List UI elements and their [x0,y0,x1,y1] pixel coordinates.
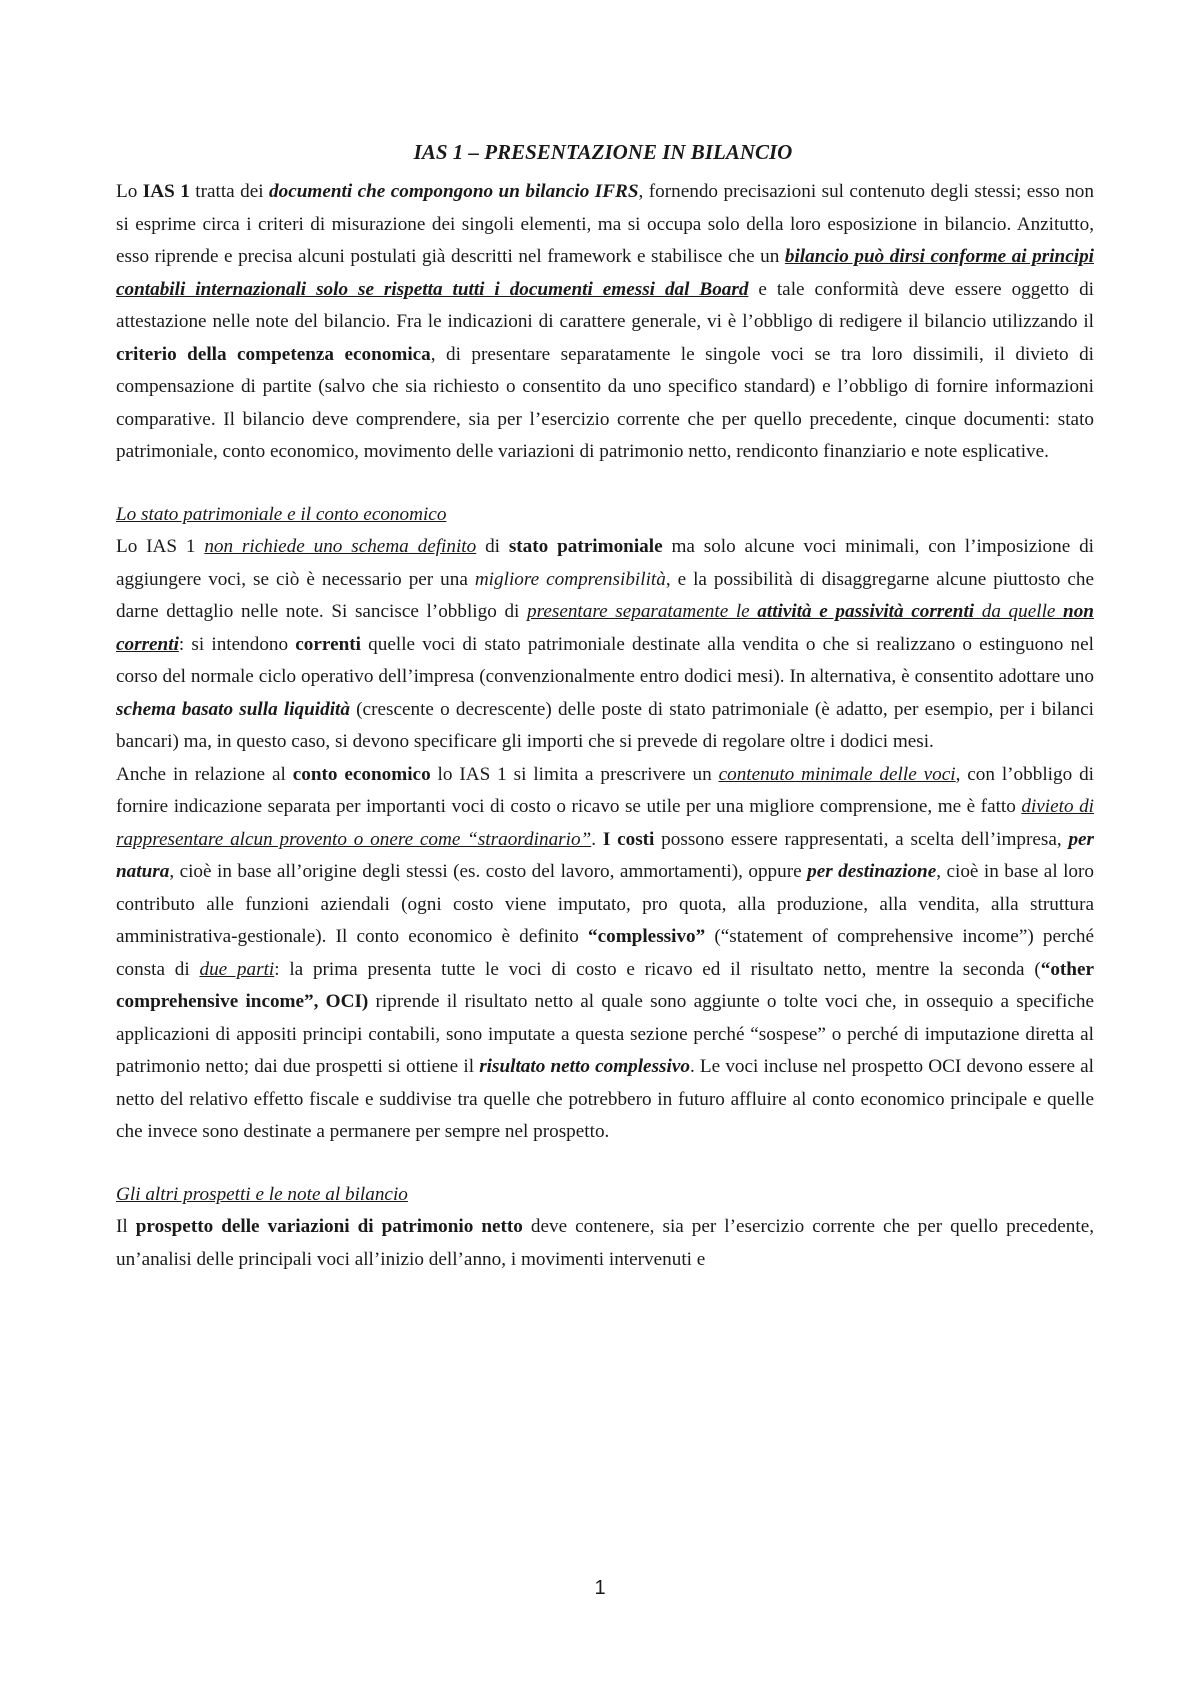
section-gap [116,1149,1094,1179]
text-run: presentare separatamente le [526,601,758,622]
text-run: (crescente o decrescente) delle poste di stato patrimoniale (è adatto, per esempio, per i bilanci bancari) ma, in questo caso, si devono specificare gli importi che si prevede di regolare oltre i dodici mesi. [116,698,1094,752]
text-run: documenti che compongono un bilancio IFRS [269,181,639,202]
text-run: Lo IAS 1 [116,536,205,557]
text-run: schema basato sulla liquidità [116,698,350,720]
paragraph [116,531,1094,759]
text-run: Anche in relazione al [116,763,293,785]
text-run: . Le voci incluse nel prospetto OCI devono essere al netto del relativo effetto fiscale e suddivise tra quelle che potrebbero in futuro affluire al conto economico principale e quelle che invece sono destinate a permanere per sempre nel prospetto. [116,1056,1094,1142]
text-run: (“statement of comprehensive income”) perché consta di [116,926,1094,980]
text-run: ma solo alcune voci minimali, con l’imposizione di aggiungere voci, se ciò è necessario per una [116,536,1095,590]
text-run: attività e passività correnti [757,601,975,622]
section-heading: Lo stato patrimoniale e il conto economico [116,503,447,525]
text-run: stato patrimoniale [508,536,663,557]
text-run: non correnti [116,601,1094,655]
text-run: , di presentare separatamente le singole voci se tra loro dissimili, il divieto di compensazione di partite (salvo che sia richiesto o consentito da uno specifico standard) e l’obbligo di fornire informazioni comparative. Il bilancio deve comprendere, sia per l’esercizio corrente che per quello precedente, cinque documenti: stato patrimoniale, conto economico, movimento delle variazioni di patrimonio netto, rendiconto finanziario e note esplicative. [116,343,1095,462]
paragraph [116,1211,1094,1276]
document-title: IAS 1 – PRESENTAZIONE IN BILANCIO [413,140,793,164]
text-run: bilancio può dirsi conforme ai principi contabili internazionali solo se rispetta tutti i documenti emessi dal Board [116,246,1094,300]
text-run: Lo [116,181,143,202]
text-run: non richiede uno schema definito [204,536,477,557]
text-run: “complessivo” [587,926,706,947]
text-run: di [476,536,509,557]
text-run: per natura [116,828,1095,882]
document-body [116,138,1094,1276]
text-run: per destinazione [807,861,937,882]
paragraph [116,759,1094,1149]
section-gap [116,469,1094,499]
text-run: prospetto delle variazioni di patrimonio netto [135,1216,523,1237]
text-run: e tale conformità deve essere oggetto di attestazione nelle note del bilancio. Fra le indicazioni di carattere generale, vi è l’obbligo di redigere il bilancio utilizzando il [116,278,1094,332]
text-run: riprende il risultato netto al quale sono aggiunte o tolte voci che, in ossequio a specifiche applicazioni di appositi principi contabili, sono imputate a questa sezione perché “sospese” o perché di imputazione diretta al patrimonio netto; dai due prospetti si ottiene il [116,991,1094,1077]
page-number: 1 [594,1577,606,1599]
text-run: conto economico [292,763,431,785]
text-run: contenuto minimale delle voci [718,763,956,785]
text-run: migliore comprensibilità [474,568,666,590]
text-run: “other comprehensive income”, OCI) [116,958,1094,1012]
text-run: , fornendo precisazioni sul contenuto degli stessi; esso non si esprime circa i criteri di misurazione dei singoli elementi, ma si occupa solo della loro esposizione in bilancio. Anzitutto, esso riprende e precisa alcuni postulati già descritti nel framework e stabilisce che un [116,181,1094,267]
text-run: I costi [602,828,655,850]
text-run: divieto di rappresentare alcun provento o onere come “straordinario” [116,796,1095,850]
text-run: criterio della competenza economica [116,343,431,365]
text-run: , cioè in base all’origine degli stessi (es. costo del lavoro, ammortamenti), oppure [169,861,808,882]
text-run: risultato netto complessivo [479,1056,690,1077]
sections-container [116,176,1094,1276]
text-run: , e la possibilità di disaggregarne alcune piuttosto che darne dettaglio nelle note. Si sancisce l’obbligo di [116,568,1094,622]
text-run: quelle voci di stato patrimoniale destinate alla vendita o che si realizzano o estinguono nel corso del normale ciclo operativo dell’impresa (convenzionalmente entro dodici mesi). In alternativa, è consentito adottare uno [116,633,1094,687]
text-run: . [591,828,603,850]
text-run: deve contenere, sia per l’esercizio corrente che per quello precedente, un’analisi delle principali voci all’inizio dell’anno, i movimenti intervenuti e [116,1216,1095,1270]
text-run: possono essere rappresentati, a scelta dell’impresa, [654,828,1069,850]
section-heading: Gli altri prospetti e le note al bilancio [116,1183,408,1205]
text-run: : si intendono [178,633,296,655]
text-run: lo IAS 1 si limita a prescrivere un [430,763,719,785]
text-run: correnti [295,633,361,655]
text-run: : la prima presenta tutte le voci di costo e ricavo ed il risultato netto, mentre la seconda ( [274,958,1041,980]
text-run: tratta dei [189,181,270,202]
text-run: IAS 1 [142,181,190,202]
text-run: , cioè in base al loro contributo alle funzioni aziendali (ogni costo viene imputato, pro quota, alla produzione, alla vendita, alla struttura amministrativa-gestionale). Il conto economico è definito [116,861,1095,947]
text-run: due parti [199,958,275,980]
text-run: , con l’obbligo di fornire indicazione separata per importanti voci di costo o ricavo se utile per una migliore comprensione, me è fatto [116,763,1094,817]
text-run: da quelle [974,601,1064,622]
text-run: Il [116,1216,136,1237]
paragraph [116,176,1094,469]
